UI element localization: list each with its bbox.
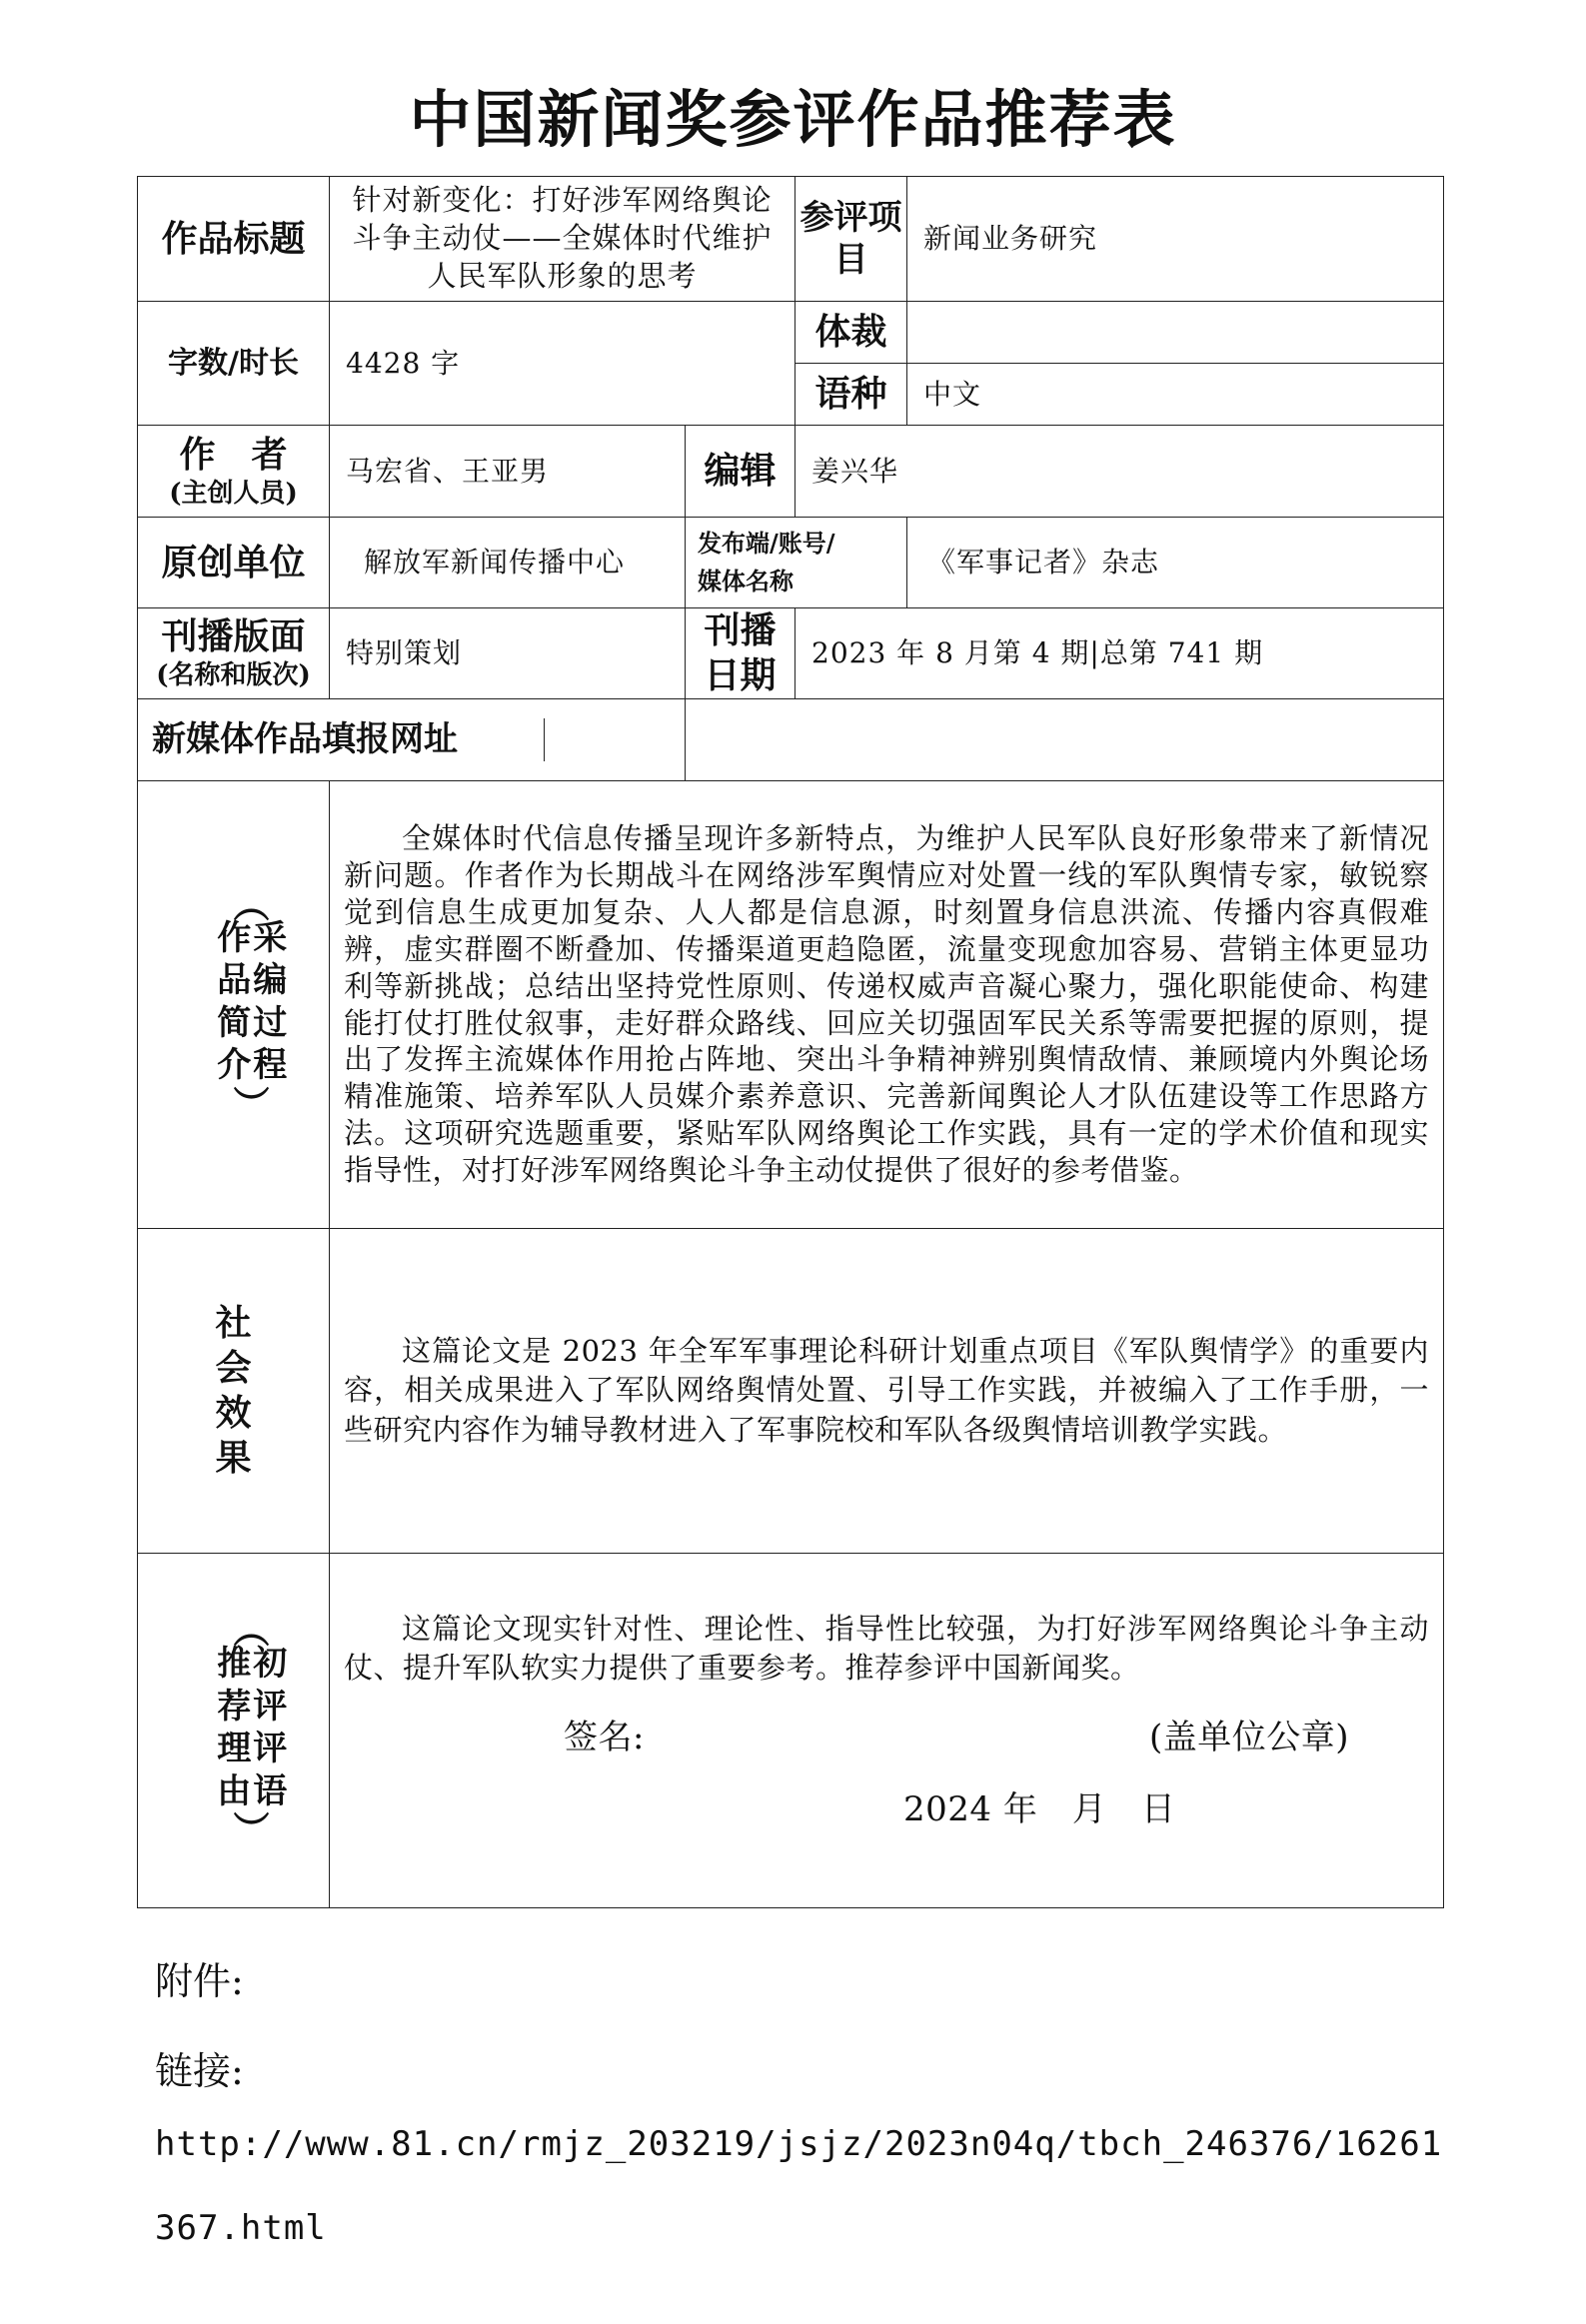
date-label-2: 日期	[704, 654, 777, 696]
sign-date: 2024 年 月 日	[903, 1789, 1176, 1830]
open-paren: ︵	[233, 1610, 270, 1652]
intro-label-columns	[216, 917, 288, 1087]
sign-row	[344, 1716, 1429, 1761]
layout-value: 特别策划	[330, 608, 686, 699]
genre-value	[907, 302, 1444, 364]
recommendation-form	[137, 176, 1444, 1908]
recommend-cell	[330, 1554, 1444, 1908]
layout-cell	[138, 608, 330, 699]
recommend-label-cell	[138, 1554, 330, 1908]
effect-text: 这篇论文是 2023 年全军军事理论科研计划重点项目《军队舆情学》的重要内容，相关成果进入了军队网络舆情处置、引导工作实践，并被编入了工作手册，一些研究内容作为辅导教材进入了军事院校和军队各级舆情培训教学实践。	[330, 1229, 1444, 1554]
work-title-label: 作品标题	[138, 177, 330, 302]
sign-label: 签名:	[564, 1718, 645, 1758]
recommend-label-columns	[216, 1643, 288, 1812]
publisher-label-cell	[686, 518, 907, 608]
date-label-1: 刊播	[704, 609, 777, 651]
author-cell	[138, 426, 330, 518]
close-paren: ︶	[233, 1809, 270, 1851]
date-label-cell	[686, 608, 795, 699]
genre-label: 体裁	[795, 302, 907, 364]
category-value: 新闻业务研究	[907, 177, 1444, 302]
unit-value: 解放军新闻传播中心	[330, 518, 686, 608]
recommend-label-left: 推荐理由	[217, 1644, 252, 1811]
intro-label-left: 作品简介	[217, 917, 252, 1085]
language-label: 语种	[795, 364, 907, 426]
work-title-value: 针对新变化：打好涉军网络舆论斗争主动仗——全媒体时代维护人民军队形象的思考	[330, 177, 795, 302]
recommend-label-right: 初评评语	[253, 1644, 288, 1811]
close-paren: ︶	[233, 1083, 270, 1126]
effect-label-cell	[138, 1229, 330, 1554]
language-value: 中文	[907, 364, 1444, 426]
intro-label-right: 采编过程	[253, 917, 288, 1085]
intro-label-cell	[138, 781, 330, 1229]
date-value: 2023 年 8 月第 4 期|总第 741 期	[795, 608, 1444, 699]
intro-text: 全媒体时代信息传播呈现许多新特点，为维护人民军队良好形象带来了新情况新问题。作者作为长期战斗在网络涉军舆情应对处置一线的军队舆情专家，敏锐察觉到信息生成更加复杂、人人都是信息源，时刻置身信息洪流、传播内容真假难辨，虚实群圈不断叠加、传播渠道更趋隐匿，流量变现愈加容易、营销主体更显功利等新挑战；总结出坚持党性原则、传递权威声音凝心聚力，强化职能使命、构建能打仗打胜仗叙事，走好群众路线、回应关切强固军民关系等需要把握的原则，提出了发挥主流媒体作用抢占阵地、突出斗争精神辨别舆情敌情、兼顾境内外舆论场精准施策、培养军队人员媒介素养意识、完善新闻舆论人才队伍建设等工作思路方法。这项研究选题重要，紧贴军队网络舆论工作实践，具有一定的学术价值和现实指导性，对打好涉军网络舆论斗争主动仗提供了很好的参考借鉴。	[330, 781, 1444, 1229]
newmedia-value	[686, 699, 1444, 781]
wordcount-value: 4428 字	[330, 302, 795, 426]
publisher-label-1: 发布端/账号/	[698, 528, 835, 558]
layout-sub-label: (名称和版次)	[156, 660, 311, 691]
publisher-value: 《军事记者》杂志	[907, 518, 1444, 608]
effect-label: 社会效果	[215, 1302, 252, 1479]
url-line-2[interactable]: 367.html	[155, 2208, 327, 2248]
author-value: 马宏省、王亚男	[330, 426, 686, 518]
recommend-text: 这篇论文现实针对性、理论性、指导性比较强，为打好涉军网络舆论斗争主动仗、提升军队软实力提供了重要参考。推荐参评中国新闻奖。	[344, 1612, 1430, 1686]
newmedia-label	[138, 699, 686, 781]
publisher-label-2: 媒体名称	[698, 567, 793, 595]
open-paren: ︵	[233, 883, 270, 926]
link-label: 链接:	[155, 2049, 244, 2093]
seal-label: (盖单位公章)	[1148, 1718, 1350, 1758]
attachment-label: 附件:	[155, 1959, 244, 2003]
wordcount-label: 字数/时长	[138, 302, 330, 426]
author-label: 作 者	[179, 433, 288, 476]
newmedia-label-text: 新媒体作品填报网址	[152, 718, 545, 761]
page-title: 中国新闻奖参评作品推荐表	[409, 83, 1177, 156]
layout-label: 刊播版面	[161, 615, 306, 658]
category-label: 参评项目	[795, 177, 907, 302]
unit-label: 原创单位	[138, 518, 330, 608]
editor-value: 姜兴华	[795, 426, 1444, 518]
url-line-1[interactable]: http://www.81.cn/rmjz_203219/jsjz/2023n04q/tbch_246376/16261	[155, 2124, 1443, 2164]
author-sub-label: (主创人员)	[169, 478, 298, 509]
editor-label: 编辑	[686, 426, 795, 518]
